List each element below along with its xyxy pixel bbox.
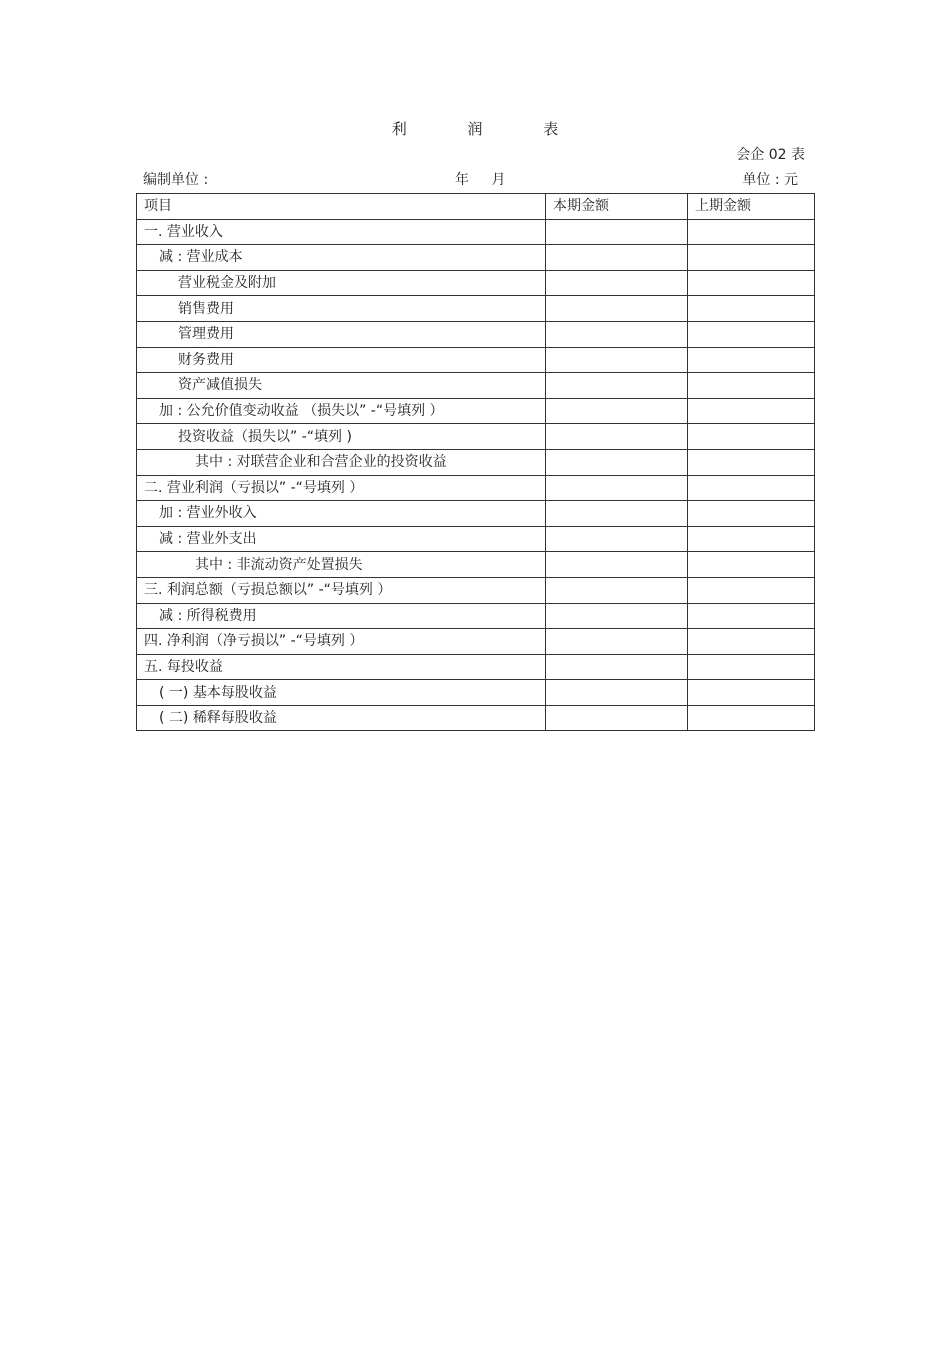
row-item: ( 二) 稀释每股收益 [137, 705, 546, 731]
row-current [546, 245, 688, 271]
table-row [137, 321, 815, 347]
table-row [137, 501, 815, 527]
row-previous [688, 398, 815, 424]
column-header-current: 本期金额 [546, 194, 688, 220]
row-item: 减 : 营业外支出 [137, 526, 546, 552]
table-row [137, 270, 815, 296]
row-item: 其中 : 非流动资产处置损失 [137, 552, 546, 578]
table-row [137, 629, 815, 655]
row-previous [688, 424, 815, 450]
row-item: 加 : 公允价值变动收益 （损失以” -“号填列 ） [137, 398, 546, 424]
row-item: 营业税金及附加 [137, 270, 546, 296]
row-current [546, 219, 688, 245]
row-item: 财务费用 [137, 347, 546, 373]
row-previous [688, 526, 815, 552]
row-previous [688, 680, 815, 706]
row-current [546, 373, 688, 399]
row-previous [688, 270, 815, 296]
row-item: 二. 营业利润（亏损以” -“号填列 ） [137, 475, 546, 501]
row-current [546, 501, 688, 527]
table-row [137, 680, 815, 706]
row-current [546, 424, 688, 450]
row-item: 其中 : 对联营企业和合营企业的投资收益 [137, 449, 546, 475]
row-current [546, 270, 688, 296]
row-previous [688, 705, 815, 731]
table-row [137, 398, 815, 424]
table-row [137, 347, 815, 373]
row-previous [688, 347, 815, 373]
row-item: 管理费用 [137, 321, 546, 347]
income-statement-table [136, 193, 815, 731]
form-code: 会企 02 表 [736, 147, 805, 163]
row-current [546, 577, 688, 603]
row-item: 减 : 所得税费用 [137, 603, 546, 629]
row-current [546, 552, 688, 578]
table-row [137, 552, 815, 578]
table-row [137, 577, 815, 603]
row-item: ( 一) 基本每股收益 [137, 680, 546, 706]
org-label: 编制单位 : [143, 172, 209, 188]
table-row [137, 526, 815, 552]
row-previous [688, 321, 815, 347]
row-item: 三. 利润总额（亏损总额以” -“号填列 ） [137, 577, 546, 603]
row-previous [688, 296, 815, 322]
table-row [137, 373, 815, 399]
row-current [546, 705, 688, 731]
unit-label: 单位 : 元 [742, 172, 798, 188]
row-previous [688, 373, 815, 399]
row-previous [688, 501, 815, 527]
period-label: 年 月 [455, 172, 506, 188]
row-item: 四. 净利润（净亏损以” -“号填列 ） [137, 629, 546, 655]
row-item: 五. 每投收益 [137, 654, 546, 680]
row-current [546, 296, 688, 322]
table-row [137, 603, 815, 629]
report-title: 利 润 表 [391, 120, 587, 138]
row-previous [688, 552, 815, 578]
row-previous [688, 245, 815, 271]
column-header-item: 项目 [137, 194, 546, 220]
table-row [137, 245, 815, 271]
row-current [546, 603, 688, 629]
row-current [546, 398, 688, 424]
table-row [137, 296, 815, 322]
row-current [546, 321, 688, 347]
row-item: 投资收益（损失以” -“填列 ) [137, 424, 546, 450]
row-previous [688, 219, 815, 245]
row-item: 减 : 营业成本 [137, 245, 546, 271]
table-row [137, 424, 815, 450]
row-current [546, 654, 688, 680]
row-previous [688, 577, 815, 603]
table-row [137, 654, 815, 680]
row-item: 销售费用 [137, 296, 546, 322]
table-row [137, 219, 815, 245]
meta-row [143, 169, 798, 189]
row-current [546, 449, 688, 475]
row-item: 加 : 营业外收入 [137, 501, 546, 527]
column-header-previous: 上期金额 [688, 194, 815, 220]
row-current [546, 347, 688, 373]
row-current [546, 526, 688, 552]
table-header-row [137, 194, 815, 220]
row-item: 资产减值损失 [137, 373, 546, 399]
row-current [546, 680, 688, 706]
table-row [137, 475, 815, 501]
row-previous [688, 475, 815, 501]
row-previous [688, 603, 815, 629]
row-item: 一. 营业收入 [137, 219, 546, 245]
table-row [137, 705, 815, 731]
row-current [546, 475, 688, 501]
row-previous [688, 449, 815, 475]
table-row [137, 449, 815, 475]
row-previous [688, 654, 815, 680]
row-current [546, 629, 688, 655]
row-previous [688, 629, 815, 655]
